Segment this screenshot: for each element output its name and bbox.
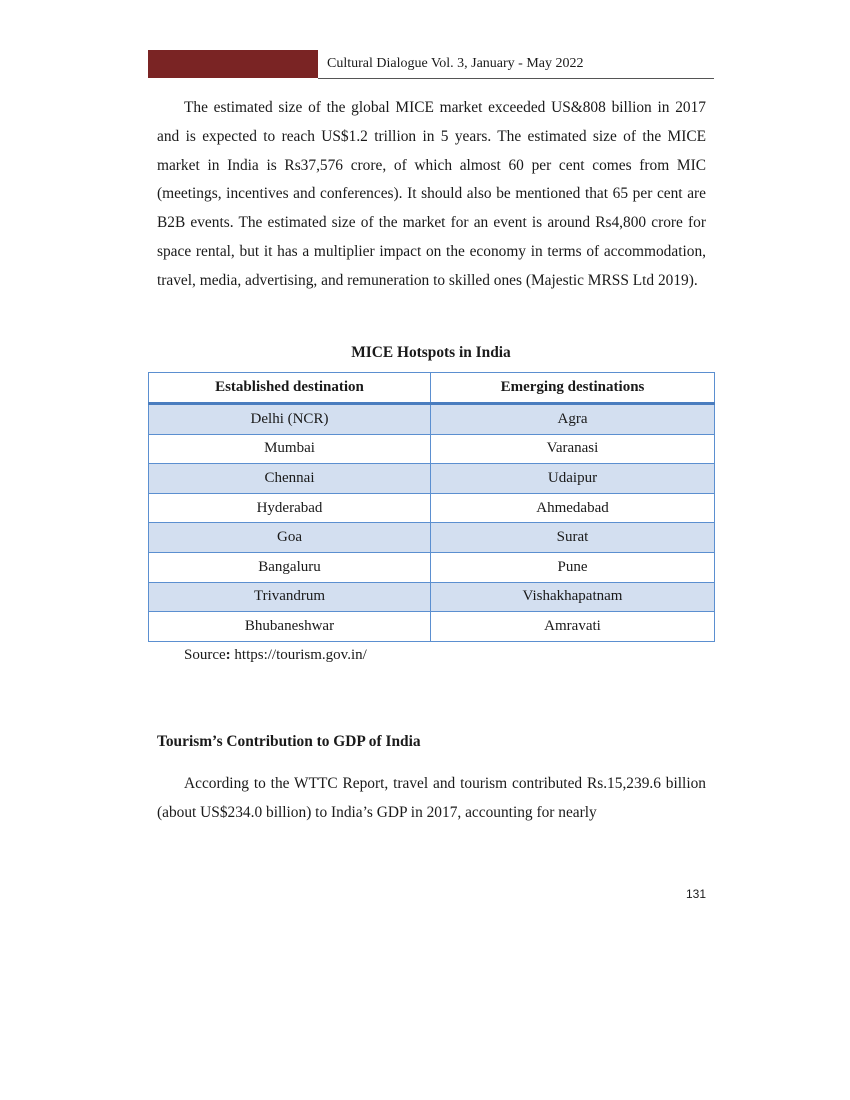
table-source <box>184 647 367 664</box>
table-row <box>149 404 715 435</box>
established-cell: Bangaluru <box>149 552 431 582</box>
established-cell: Goa <box>149 523 431 553</box>
established-cell: Mumbai <box>149 434 431 464</box>
table-header-row <box>149 373 715 404</box>
source-colon: : <box>225 647 231 663</box>
journal-header: Cultural Dialogue Vol. 3, January - May 2022 <box>327 56 584 71</box>
table-row <box>149 493 715 523</box>
emerging-cell: Amravati <box>431 612 715 642</box>
section-heading: Tourism’s Contribution to GDP of India <box>157 733 421 750</box>
established-cell: Trivandrum <box>149 582 431 612</box>
emerging-cell: Vishakhapatnam <box>431 582 715 612</box>
table-row <box>149 523 715 553</box>
table-title: MICE Hotspots in India <box>351 344 511 361</box>
body-paragraph-gdp: According to the WTTC Report, travel and tourism contributed Rs.15,239.6 billion (about US$234.0 billion) to India’s GDP in 2017, accounting for nearly <box>157 775 706 821</box>
table-row <box>149 552 715 582</box>
established-cell: Bhubaneshwar <box>149 612 431 642</box>
table-row <box>149 434 715 464</box>
header-rule <box>318 78 714 79</box>
table-row <box>149 612 715 642</box>
column-header-emerging: Emerging destinations <box>431 373 715 404</box>
mice-hotspots-table <box>148 372 715 642</box>
established-cell: Chennai <box>149 464 431 494</box>
emerging-cell: Ahmedabad <box>431 493 715 523</box>
emerging-cell: Agra <box>431 404 715 435</box>
body-paragraph-mice-market: The estimated size of the global MICE market exceeded US&808 billion in 2017 and is expected to reach US$1.2 trillion in 5 years. The estimated size of the MICE market in India is Rs37,576 crore, of which almost 60 per cent comes from MIC (meetings, incentives and conferences). It should also be mentioned that 65 per cent are B2B events. The estimated size of the market for an event is around Rs4,800 crore for space rental, but it has a multiplier impact on the economy in terms of accommodation, travel, media, advertising, and remuneration to skilled ones (Majestic MRSS Ltd 2019). <box>157 99 706 289</box>
emerging-cell: Varanasi <box>431 434 715 464</box>
source-url: https://tourism.gov.in/ <box>230 647 367 663</box>
column-header-established: Established destination <box>149 373 431 404</box>
established-cell: Hyderabad <box>149 493 431 523</box>
emerging-cell: Pune <box>431 552 715 582</box>
table-row <box>149 582 715 612</box>
source-label: Source <box>184 647 226 663</box>
emerging-cell: Surat <box>431 523 715 553</box>
established-cell: Delhi (NCR) <box>149 404 431 435</box>
table-row <box>149 464 715 494</box>
header-color-band <box>148 50 318 78</box>
page-number: 131 <box>685 887 706 901</box>
emerging-cell: Udaipur <box>431 464 715 494</box>
